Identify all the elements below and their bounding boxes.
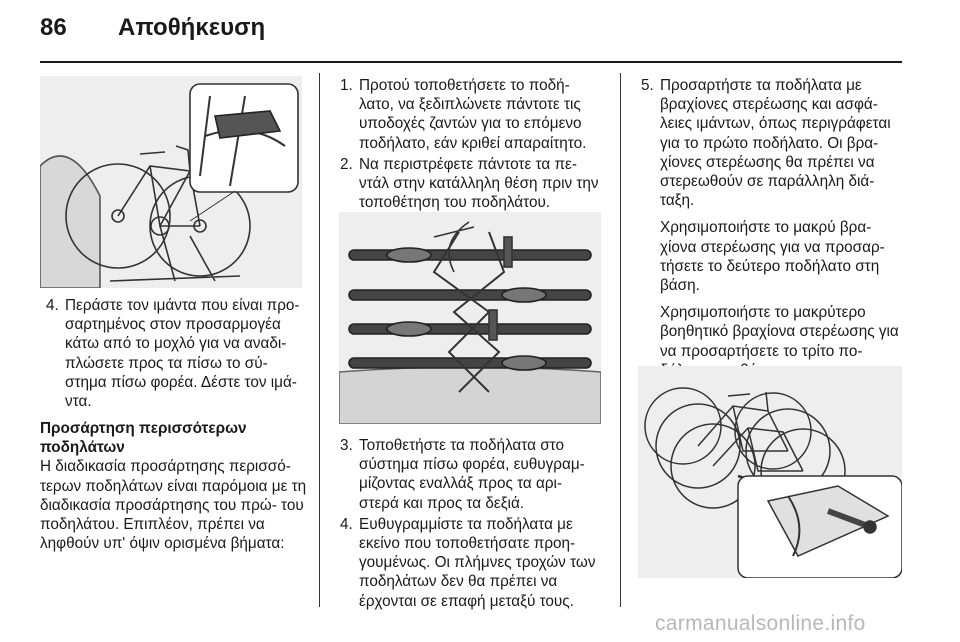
step-number: 4. — [340, 515, 353, 533]
step-text: Ευθυγραμμίστε τα ποδήλατα με εκείνο που τοποθετήσατε προη- γουμένως. Οι πλήμνες τροχών των ποδηλάτων δεν θα πρέπει να έρχονται σε επαφή μεταξύ τους. — [359, 515, 596, 610]
step-1 — [340, 76, 602, 153]
middle-column-top — [340, 76, 602, 212]
step-text: Περάστε τον ιμάντα που είναι προ- σαρτημένος στον προσαρμογέα κάτω από το μοχλό για να αναδι- πλώσετε προς τα πίσω το σύ- στημα πίσω φορέα. Δέστε τον ιμά- ντα. — [65, 297, 300, 411]
step-number: 3. — [340, 437, 353, 454]
step-text: Προτού τοποθετήσετε το ποδή- λατο, να ξεδιπλώνετε πάντοτε τις υποδοχές ζαντών για το επόμενο ποδήλατο, εάν κριθεί απαραίτητο. — [359, 77, 587, 152]
section-subheading: Προσάρτηση περισσότερων ποδηλάτων — [40, 420, 247, 457]
header-rule — [40, 61, 902, 63]
figure-strap-carrier — [40, 76, 302, 288]
section-paragraph: Η διαδικασία προσάρτησης περισσό- τερων ποδηλάτων είναι παρόμοια με τη διαδικασία προσάρτησης του πρώ- του ποδηλάτου. Επιπλέον, πρέπει να ληφθούν υπ' όψιν ορισμένα βήματα: — [40, 458, 307, 553]
column-divider-left — [319, 73, 320, 607]
watermark: carmanualsonline.info — [655, 612, 866, 635]
note-longer-arm: Χρησιμοποιήστε το μακρύτερο βοηθητικό βραχίονα στερέωσης για να προσαρτήσετε το τρίτο πο- — [660, 304, 899, 360]
figure-top-view-bikes — [339, 212, 601, 424]
step-text: Τοποθετήστε τα ποδήλατα στο σύστημα πίσω φορέα, ευθυγραμ- μίζοντας εναλλάξ προς τα αρι- στερά και προς τα δεξιά. — [359, 437, 585, 512]
left-column-lower — [40, 419, 310, 553]
step-number: 2. — [340, 155, 353, 173]
step-4-left — [46, 296, 308, 411]
step-3 — [340, 436, 602, 513]
step-5 — [641, 76, 903, 210]
page-title: Αποθήκευση — [118, 14, 266, 41]
step-number: 4. — [46, 297, 59, 314]
step-number: 5. — [641, 77, 654, 94]
step-4-middle — [340, 515, 602, 611]
right-column — [641, 76, 903, 380]
left-column — [46, 296, 308, 411]
middle-column-bottom — [340, 436, 602, 611]
page-header — [40, 14, 265, 54]
step-2 — [340, 155, 602, 213]
step-text: Να περιστρέφετε πάντοτε τα πε- ντάλ στην κατάλληλη θέση πριν την τοποθέτηση του ποδηλάτου. — [359, 155, 599, 212]
step-text: Προσαρτήστε τα ποδήλατα με βραχίονες στερέωσης και ασφά- λειες ιμάντων, όπως περιγράφεται για το πρώτο ποδήλατο. Οι βρα- χίονες στερέωσης θα πρέπει να στερεωθούν σε παράλληλη διά- ταξη. — [660, 77, 891, 210]
column-divider-right — [620, 73, 621, 607]
step-number: 1. — [340, 77, 353, 94]
figure-three-bikes — [638, 366, 902, 578]
page-number: 86 — [40, 14, 67, 41]
note-long-arm: Χρησιμοποιήστε το μακρύ βρα- χίονα στερέωσης για να προσαρ- τήσετε το δεύτερο ποδήλατο στη βάση. — [660, 219, 885, 295]
